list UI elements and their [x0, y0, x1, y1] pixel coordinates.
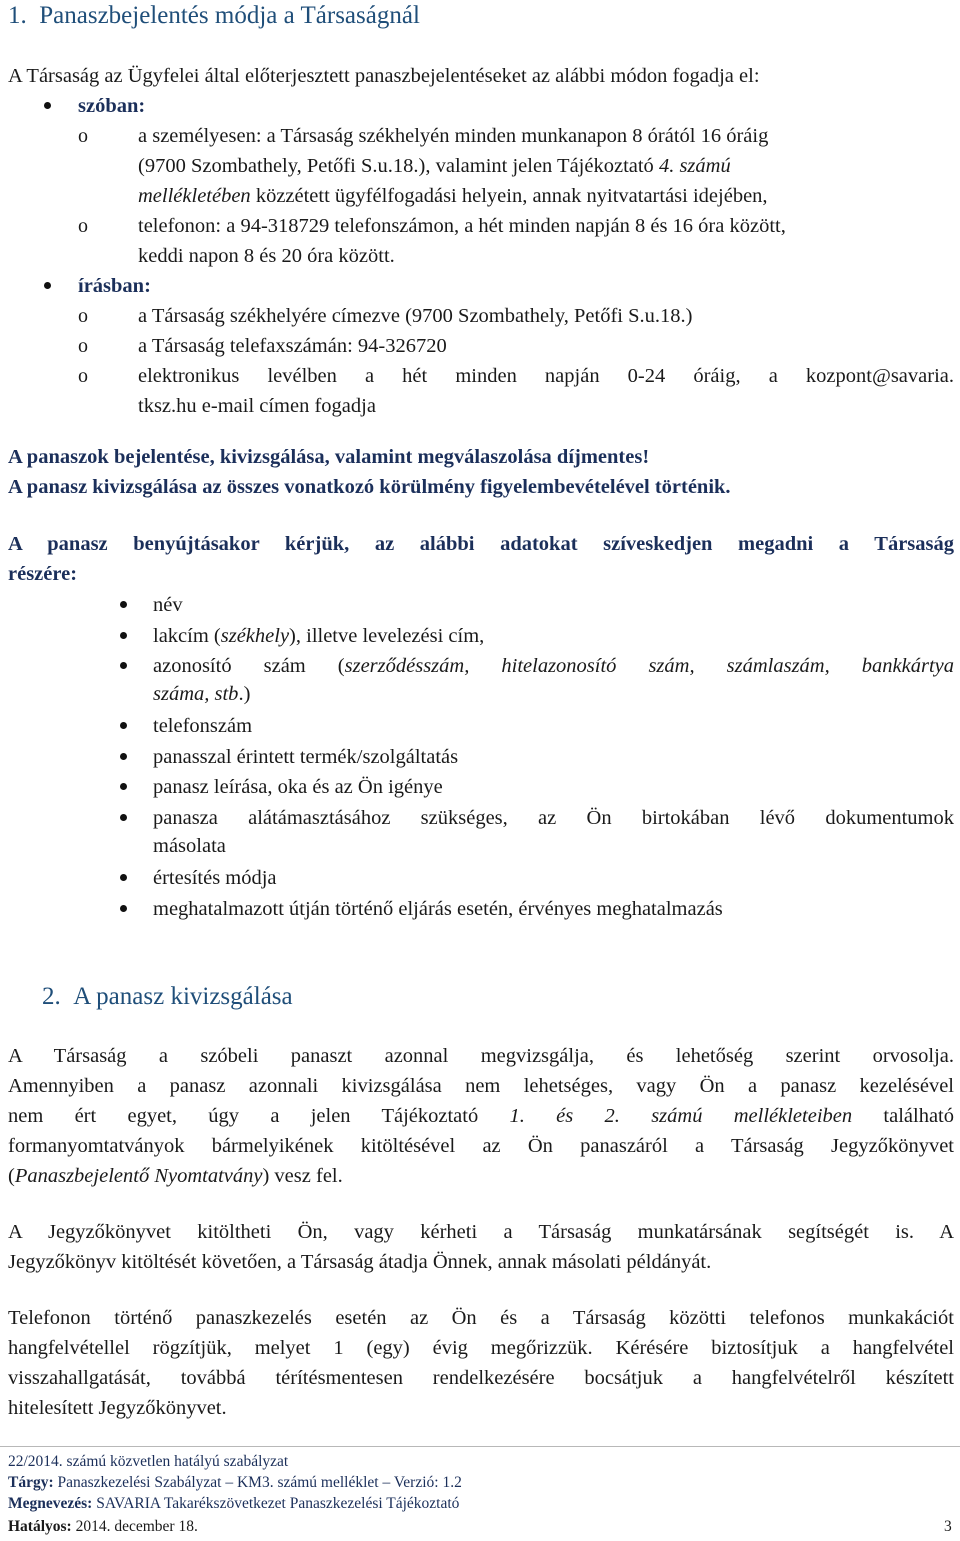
para3-line1: Telefonon történő panaszkezelés esetén az Ön és a Társaság közötti telefonos munkakációt [8, 1307, 954, 1329]
address-text: (9700 Szombathely, Petőfi S.u.18. [138, 155, 419, 177]
valamint-text: ), valamint jelen Tájékoztató [418, 155, 659, 177]
bullet-icon [44, 102, 51, 109]
bullet-icon [120, 905, 127, 912]
para3-line3: visszahallgatását, továbbá térítésmentesen rendelkezésére bocsátjuk a hangfelvételről készített [8, 1367, 954, 1389]
irasban-item3-line1: elektronikus levélben a hét minden napján 0-24 óráig, a kozpont@savaria. [138, 365, 954, 387]
heading-title: Panaszbejelentés módja a Társaságnál [39, 2, 420, 29]
ugyfelfogadas-text: közzétett ügyfélfogadási helyein, annak nyitvatartási idejében, [250, 185, 768, 207]
irasban-label: írásban: [78, 275, 151, 297]
azonosito-examples: szerződésszám, hitelazonosító szám, számlaszám, bankkártya [344, 655, 954, 677]
para1-line5 [8, 1161, 343, 1191]
section-heading-2 [42, 981, 293, 1013]
list-item-azonosito-line1 [153, 651, 954, 681]
szekhely-text: székhely [220, 625, 290, 647]
footer-divider [0, 1446, 960, 1447]
footer-megnevezes [8, 1494, 459, 1514]
bullet-icon [120, 601, 127, 608]
footer-regulation: 22/2014. számú közvetlen hatályú szabályzat [8, 1453, 289, 1470]
bullet-icon [44, 282, 51, 289]
megnevezes-value: SAVARIA Takarékszövetkezet Panaszkezelési Tájékoztató [96, 1495, 460, 1512]
talalhato-text: található [852, 1105, 954, 1127]
para1-line2: Amennyiben a panasz azonnali kivizsgálása nem lehetséges, vagy Ön a panasz kezelésével [8, 1075, 954, 1097]
list-item-dokumentumok-line2: másolata [153, 835, 226, 857]
para2-line2: Jegyzőkönyv kitöltését követően, a Társaság átadja Önnek, annak másolati példányát. [8, 1251, 712, 1273]
bullet-icon [120, 874, 127, 881]
list-item-telefonszam: telefonszám [153, 715, 253, 737]
bullet-icon [120, 783, 127, 790]
section-heading-1 [8, 0, 420, 32]
irasban-item2: a Társaság telefaxszámán: 94-326720 [138, 335, 447, 357]
irasban-item3-line2: tksz.hu e-mail címen fogadja [138, 395, 376, 417]
circle-bullet-icon: o [78, 215, 88, 237]
closing-paren: .) [238, 683, 251, 705]
vesz-fel-text: ) vesz fel. [262, 1165, 343, 1187]
request-line1: A panasz benyújtásakor kérjük, az alábbi adatokat szíveskedjen megadni a Társaság [8, 533, 954, 555]
heading-number: 2. [42, 983, 61, 1010]
para2-line1: A Jegyzőkönyvet kitöltheti Ön, vagy kérheti a Társaság munkatársának segítségét is. A [8, 1221, 954, 1243]
azonosito-text: azonosító szám ( [153, 655, 345, 677]
bullet-icon [120, 814, 127, 821]
azonosito-examples-end: száma, stb [153, 683, 239, 705]
heading-number: 1. [8, 2, 27, 29]
bullet-icon [120, 662, 127, 669]
targy-value: Panaszkezelési Szabályzat – KM3. számú melléklet – Verzió: 1.2 [57, 1474, 462, 1491]
circle-bullet-icon: o [78, 305, 88, 327]
list-item-lakcim [153, 621, 484, 651]
szoban-item1-line3 [138, 181, 768, 211]
intro-text: A Társaság az Ügyfelei által előterjesztett panaszbejelentéseket az alábbi módon fogadja el: [8, 65, 760, 87]
szoban-item1-line2 [138, 151, 731, 181]
szoban-item2-line2: keddi napon 8 és 20 óra között. [138, 245, 395, 267]
para3-line2: hangfelvétellel rögzítjük, melyet 1 (egy) évig megőrizzük. Kérésére biztosítjuk a hangfelvétel [8, 1337, 954, 1359]
request-line2: részére: [8, 563, 78, 585]
szoban-label: szóban: [78, 95, 146, 117]
page-number: 3 [944, 1518, 952, 1535]
nyomtatvany-ref: Panaszbejelentő Nyomtatvány [14, 1165, 263, 1187]
footer-targy [8, 1473, 462, 1493]
lakcim-text: lakcím ( [153, 625, 221, 647]
hatalyos-label: Hatályos: [8, 1518, 76, 1535]
bullet-icon [120, 722, 127, 729]
footer-hatalyos [8, 1517, 198, 1537]
para1-line3 [8, 1101, 954, 1131]
circle-bullet-icon: o [78, 335, 88, 357]
list-item-leiras: panasz leírása, oka és az Ön igénye [153, 776, 443, 798]
para1-line1: A Társaság a szóbeli panaszt azonnal megvizsgálja, és lehetőség szerint orvosolja. [8, 1045, 954, 1067]
para3-line4: hitelesített Jegyzőkönyvet. [8, 1397, 227, 1419]
list-item-termek: panasszal érintett termék/szolgáltatás [153, 746, 459, 768]
para1-line4: formanyomtatványok bármelyikének kitöltésével az Ön panaszáról a Társaság Jegyzőkönyvet [8, 1135, 954, 1157]
bold-statement-2: A panasz kivizsgálása az összes vonatkozó körülmény figyelembevételével történik. [8, 476, 731, 498]
megnevezes-label: Megnevezés: [8, 1495, 97, 1512]
bold-statement-1: A panaszok bejelentése, kivizsgálása, valamint megválaszolása díjmentes! [8, 446, 650, 468]
circle-bullet-icon: o [78, 125, 88, 147]
attachment-ref: 4. számú [658, 155, 731, 177]
open-paren: ( [8, 1165, 15, 1187]
bullet-icon [120, 632, 127, 639]
irasban-item1: a Társaság székhelyére címezve (9700 Szombathely, Petőfi S.u.18.) [138, 305, 693, 327]
mellekletek-ref: 1. és 2. számú mellékleteiben [509, 1105, 853, 1127]
list-item-ertesites: értesítés módja [153, 867, 277, 889]
szoban-item2-line1: telefonon: a 94-318729 telefonszámon, a hét minden napján 8 és 16 óra között, [138, 215, 786, 237]
list-item-meghatalmazas: meghatalmazott útján történő eljárás esetén, érvényes meghatalmazás [153, 898, 723, 920]
szoban-item1-line1: a személyesen: a Társaság székhelyén minden munkanapon 8 órától 16 óráig [138, 125, 769, 147]
list-item-dokumentumok-line1: panasza alátámasztásához szükséges, az Ön birtokában lévő dokumentumok [153, 807, 954, 829]
targy-label: Tárgy: [8, 1474, 58, 1491]
bullet-icon [120, 753, 127, 760]
list-item-nev: név [153, 594, 183, 616]
hatalyos-value: 2014. december 18. [75, 1518, 198, 1535]
heading-title: A panasz kivizsgálása [73, 983, 293, 1010]
circle-bullet-icon: o [78, 365, 88, 387]
melleklet-ref: mellékletében [138, 185, 251, 207]
para1-text: nem ért egyet, úgy a jelen Tájékoztató [8, 1105, 510, 1127]
list-item-azonosito-line2 [153, 679, 250, 709]
levelezesi-text: ), illetve levelezési cím, [289, 625, 485, 647]
